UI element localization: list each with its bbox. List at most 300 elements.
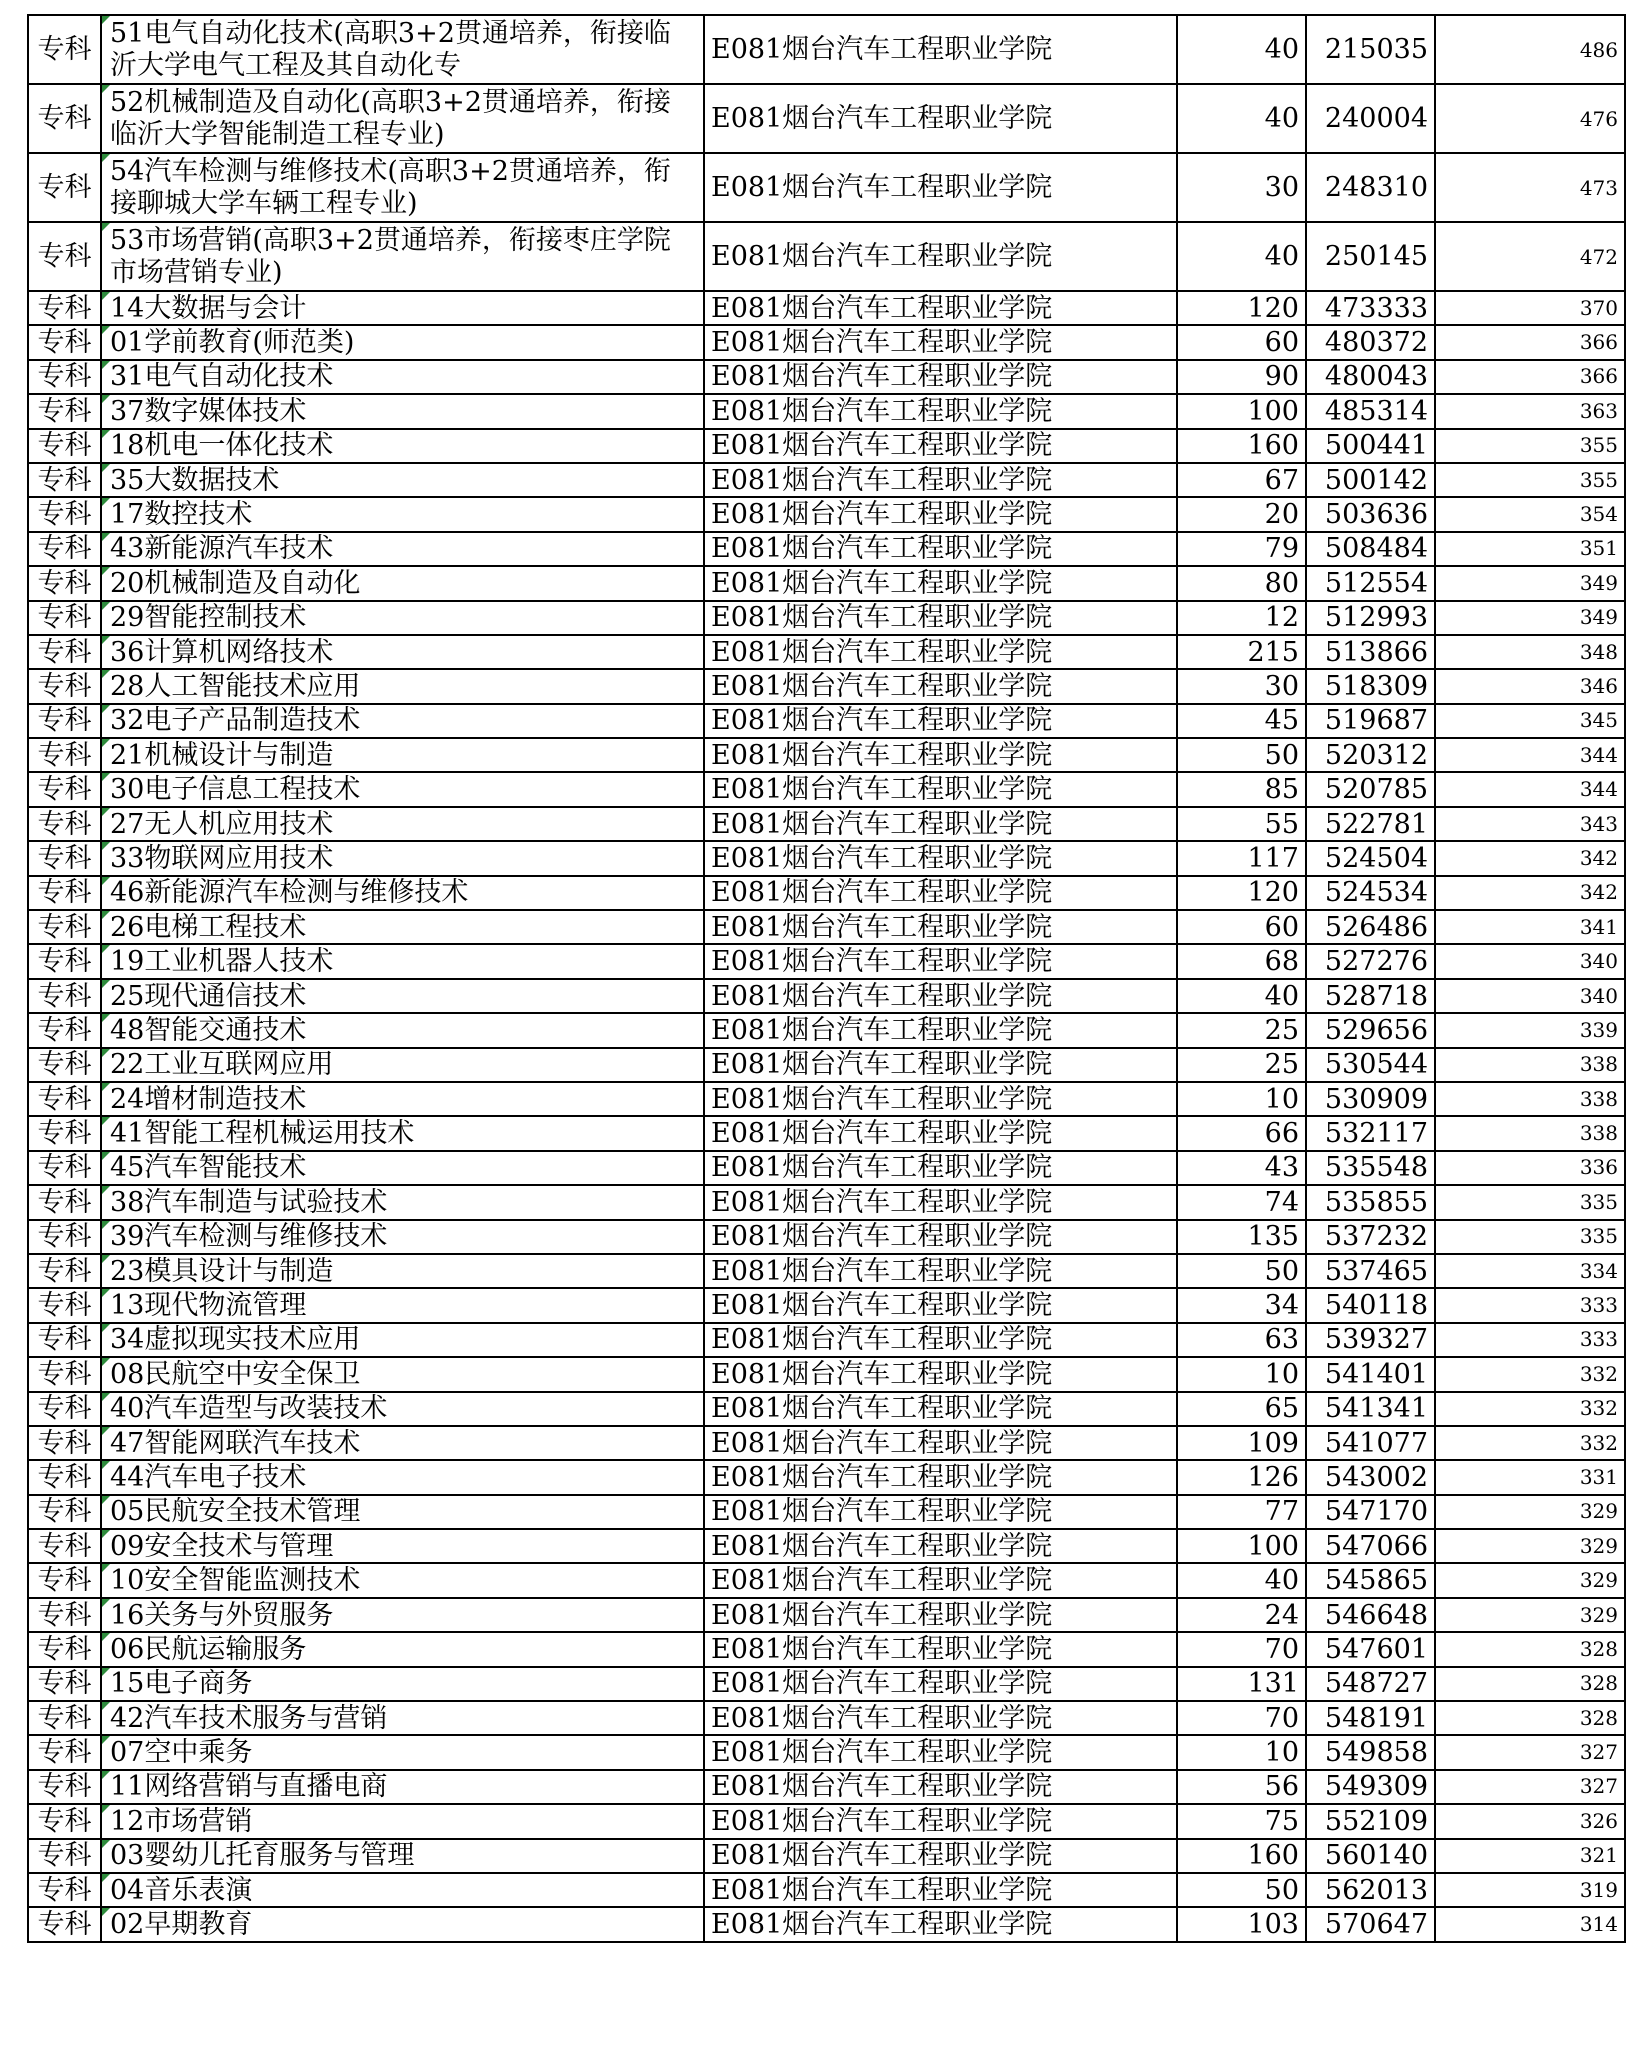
- cell-score: 345: [1435, 704, 1625, 738]
- cell-major: 17数控技术: [101, 497, 704, 531]
- cell-major: 40汽车造型与改装技术: [101, 1392, 704, 1426]
- cell-score: 473: [1435, 153, 1625, 222]
- cell-school: E081烟台汽车工程职业学院: [704, 566, 1177, 600]
- cell-rank: 546648: [1306, 1598, 1435, 1632]
- cell-school: E081烟台汽车工程职业学院: [704, 1048, 1177, 1082]
- cell-plan: 131: [1177, 1667, 1306, 1701]
- cell-type: 专科: [28, 429, 101, 463]
- cell-plan: 12: [1177, 601, 1306, 635]
- table-row: [28, 1323, 1625, 1357]
- cell-major: 24增材制造技术: [101, 1082, 704, 1116]
- cell-plan: 160: [1177, 1839, 1306, 1873]
- cell-rank: 500142: [1306, 463, 1435, 497]
- cell-school: E081烟台汽车工程职业学院: [704, 325, 1177, 359]
- cell-rank: 541401: [1306, 1357, 1435, 1391]
- cell-rank: 529656: [1306, 1013, 1435, 1047]
- cell-major: 25现代通信技术: [101, 979, 704, 1013]
- cell-plan: 77: [1177, 1495, 1306, 1529]
- table-row: [28, 669, 1625, 703]
- cell-plan: 68: [1177, 944, 1306, 978]
- cell-plan: 109: [1177, 1426, 1306, 1460]
- table-row: [28, 291, 1625, 325]
- cell-type: 专科: [28, 1288, 101, 1322]
- cell-school: E081烟台汽车工程职业学院: [704, 1323, 1177, 1357]
- cell-major: 33物联网应用技术: [101, 841, 704, 875]
- cell-type: 专科: [28, 1839, 101, 1873]
- cell-score: 321: [1435, 1839, 1625, 1873]
- cell-score: 333: [1435, 1288, 1625, 1322]
- cell-plan: 20: [1177, 497, 1306, 531]
- cell-school: E081烟台汽车工程职业学院: [704, 841, 1177, 875]
- cell-rank: 522781: [1306, 807, 1435, 841]
- cell-rank: 570647: [1306, 1907, 1435, 1941]
- cell-plan: 100: [1177, 394, 1306, 428]
- cell-school: E081烟台汽车工程职业学院: [704, 532, 1177, 566]
- cell-score: 332: [1435, 1392, 1625, 1426]
- cell-rank: 503636: [1306, 497, 1435, 531]
- cell-rank: 537465: [1306, 1254, 1435, 1288]
- cell-score: 340: [1435, 979, 1625, 1013]
- cell-school: E081烟台汽车工程职业学院: [704, 1563, 1177, 1597]
- table-row: [28, 497, 1625, 531]
- cell-score: 327: [1435, 1770, 1625, 1804]
- cell-type: 专科: [28, 1220, 101, 1254]
- cell-rank: 530909: [1306, 1082, 1435, 1116]
- cell-major: 15电子商务: [101, 1667, 704, 1701]
- cell-score: 329: [1435, 1529, 1625, 1563]
- table-row: [28, 841, 1625, 875]
- cell-rank: 562013: [1306, 1873, 1435, 1907]
- cell-plan: 30: [1177, 669, 1306, 703]
- table-row: [28, 153, 1625, 222]
- cell-rank: 512554: [1306, 566, 1435, 600]
- cell-type: 专科: [28, 876, 101, 910]
- cell-score: 366: [1435, 325, 1625, 359]
- cell-school: E081烟台汽车工程职业学院: [704, 1185, 1177, 1219]
- cell-major: 12市场营销: [101, 1804, 704, 1838]
- cell-plan: 79: [1177, 532, 1306, 566]
- cell-major: 44汽车电子技术: [101, 1460, 704, 1494]
- cell-rank: 552109: [1306, 1804, 1435, 1838]
- cell-rank: 480043: [1306, 360, 1435, 394]
- cell-school: E081烟台汽车工程职业学院: [704, 601, 1177, 635]
- cell-major: 20机械制造及自动化: [101, 566, 704, 600]
- table-row: [28, 1907, 1625, 1941]
- cell-score: 328: [1435, 1667, 1625, 1701]
- cell-rank: 547170: [1306, 1495, 1435, 1529]
- cell-rank: 532117: [1306, 1116, 1435, 1150]
- cell-school: E081烟台汽车工程职业学院: [704, 704, 1177, 738]
- cell-plan: 40: [1177, 1563, 1306, 1597]
- cell-rank: 549309: [1306, 1770, 1435, 1804]
- cell-plan: 126: [1177, 1460, 1306, 1494]
- cell-plan: 40: [1177, 15, 1306, 84]
- table-row: [28, 1460, 1625, 1494]
- cell-rank: 537232: [1306, 1220, 1435, 1254]
- cell-type: 专科: [28, 772, 101, 806]
- cell-plan: 63: [1177, 1323, 1306, 1357]
- cell-type: 专科: [28, 1185, 101, 1219]
- table-row: [28, 1839, 1625, 1873]
- cell-major: 45汽车智能技术: [101, 1151, 704, 1185]
- cell-type: 专科: [28, 1151, 101, 1185]
- cell-school: E081烟台汽车工程职业学院: [704, 1013, 1177, 1047]
- cell-major: 13现代物流管理: [101, 1288, 704, 1322]
- cell-plan: 50: [1177, 1254, 1306, 1288]
- table-row: [28, 1598, 1625, 1632]
- table-row: [28, 360, 1625, 394]
- table-row: [28, 1185, 1625, 1219]
- cell-major: 01学前教育(师范类): [101, 325, 704, 359]
- cell-school: E081烟台汽车工程职业学院: [704, 1667, 1177, 1701]
- cell-school: E081烟台汽车工程职业学院: [704, 1839, 1177, 1873]
- cell-major: 32电子产品制造技术: [101, 704, 704, 738]
- cell-plan: 215: [1177, 635, 1306, 669]
- cell-score: 476: [1435, 84, 1625, 153]
- table-row: [28, 944, 1625, 978]
- cell-type: 专科: [28, 601, 101, 635]
- cell-major: 53市场营销(高职3+2贯通培养，衔接枣庄学院市场营销专业): [101, 222, 704, 291]
- cell-type: 专科: [28, 1426, 101, 1460]
- cell-type: 专科: [28, 1563, 101, 1597]
- cell-score: 354: [1435, 497, 1625, 531]
- table-row: [28, 1288, 1625, 1322]
- cell-rank: 535855: [1306, 1185, 1435, 1219]
- cell-plan: 135: [1177, 1220, 1306, 1254]
- cell-rank: 500441: [1306, 429, 1435, 463]
- cell-school: E081烟台汽车工程职业学院: [704, 1220, 1177, 1254]
- cell-type: 专科: [28, 1529, 101, 1563]
- cell-type: 专科: [28, 153, 101, 222]
- cell-major: 29智能控制技术: [101, 601, 704, 635]
- cell-major: 51电气自动化技术(高职3+2贯通培养，衔接临沂大学电气工程及其自动化专: [101, 15, 704, 84]
- table-row: [28, 807, 1625, 841]
- table-body: [28, 15, 1625, 1942]
- cell-plan: 90: [1177, 360, 1306, 394]
- cell-rank: 512993: [1306, 601, 1435, 635]
- cell-school: E081烟台汽车工程职业学院: [704, 1254, 1177, 1288]
- cell-score: 326: [1435, 1804, 1625, 1838]
- cell-major: 21机械设计与制造: [101, 738, 704, 772]
- cell-major: 09安全技术与管理: [101, 1529, 704, 1563]
- cell-major: 23模具设计与制造: [101, 1254, 704, 1288]
- cell-type: 专科: [28, 1013, 101, 1047]
- cell-rank: 485314: [1306, 394, 1435, 428]
- cell-rank: 539327: [1306, 1323, 1435, 1357]
- cell-major: 34虚拟现实技术应用: [101, 1323, 704, 1357]
- cell-school: E081烟台汽车工程职业学院: [704, 1426, 1177, 1460]
- table-row: [28, 84, 1625, 153]
- cell-score: 332: [1435, 1426, 1625, 1460]
- table-row: [28, 1667, 1625, 1701]
- cell-plan: 60: [1177, 910, 1306, 944]
- cell-rank: 541077: [1306, 1426, 1435, 1460]
- cell-type: 专科: [28, 1735, 101, 1769]
- cell-plan: 60: [1177, 325, 1306, 359]
- table-row: [28, 979, 1625, 1013]
- table-row: [28, 1220, 1625, 1254]
- cell-school: E081烟台汽车工程职业学院: [704, 1770, 1177, 1804]
- table-row: [28, 1151, 1625, 1185]
- cell-type: 专科: [28, 807, 101, 841]
- cell-major: 36计算机网络技术: [101, 635, 704, 669]
- cell-rank: 526486: [1306, 910, 1435, 944]
- cell-plan: 45: [1177, 704, 1306, 738]
- table-row: [28, 601, 1625, 635]
- cell-major: 37数字媒体技术: [101, 394, 704, 428]
- cell-type: 专科: [28, 1460, 101, 1494]
- cell-type: 专科: [28, 635, 101, 669]
- cell-rank: 560140: [1306, 1839, 1435, 1873]
- cell-major: 10安全智能监测技术: [101, 1563, 704, 1597]
- cell-rank: 473333: [1306, 291, 1435, 325]
- cell-type: 专科: [28, 222, 101, 291]
- table-row: [28, 15, 1625, 84]
- cell-major: 35大数据技术: [101, 463, 704, 497]
- table-row: [28, 1357, 1625, 1391]
- cell-school: E081烟台汽车工程职业学院: [704, 1495, 1177, 1529]
- cell-score: 355: [1435, 429, 1625, 463]
- table-row: [28, 463, 1625, 497]
- table-row: [28, 876, 1625, 910]
- cell-plan: 65: [1177, 1392, 1306, 1426]
- cell-school: E081烟台汽车工程职业学院: [704, 1082, 1177, 1116]
- cell-school: E081烟台汽车工程职业学院: [704, 635, 1177, 669]
- table-row: [28, 566, 1625, 600]
- cell-major: 41智能工程机械运用技术: [101, 1116, 704, 1150]
- cell-rank: 527276: [1306, 944, 1435, 978]
- cell-rank: 248310: [1306, 153, 1435, 222]
- cell-type: 专科: [28, 1323, 101, 1357]
- cell-major: 42汽车技术服务与营销: [101, 1701, 704, 1735]
- cell-type: 专科: [28, 325, 101, 359]
- cell-school: E081烟台汽车工程职业学院: [704, 1288, 1177, 1322]
- cell-plan: 70: [1177, 1701, 1306, 1735]
- cell-school: E081烟台汽车工程职业学院: [704, 1460, 1177, 1494]
- cell-plan: 40: [1177, 979, 1306, 1013]
- cell-score: 327: [1435, 1735, 1625, 1769]
- cell-score: 363: [1435, 394, 1625, 428]
- cell-score: 355: [1435, 463, 1625, 497]
- cell-type: 专科: [28, 1598, 101, 1632]
- cell-score: 346: [1435, 669, 1625, 703]
- table-row: [28, 635, 1625, 669]
- cell-major: 04音乐表演: [101, 1873, 704, 1907]
- cell-type: 专科: [28, 1495, 101, 1529]
- cell-plan: 100: [1177, 1529, 1306, 1563]
- cell-score: 370: [1435, 291, 1625, 325]
- cell-rank: 480372: [1306, 325, 1435, 359]
- cell-plan: 10: [1177, 1357, 1306, 1391]
- cell-score: 338: [1435, 1082, 1625, 1116]
- cell-plan: 66: [1177, 1116, 1306, 1150]
- cell-score: 332: [1435, 1357, 1625, 1391]
- cell-plan: 43: [1177, 1151, 1306, 1185]
- cell-rank: 524534: [1306, 876, 1435, 910]
- cell-school: E081烟台汽车工程职业学院: [704, 360, 1177, 394]
- cell-type: 专科: [28, 1082, 101, 1116]
- cell-plan: 160: [1177, 429, 1306, 463]
- cell-type: 专科: [28, 841, 101, 875]
- cell-type: 专科: [28, 979, 101, 1013]
- cell-major: 31电气自动化技术: [101, 360, 704, 394]
- cell-school: E081烟台汽车工程职业学院: [704, 84, 1177, 153]
- cell-plan: 50: [1177, 1873, 1306, 1907]
- cell-type: 专科: [28, 1907, 101, 1941]
- table-row: [28, 1770, 1625, 1804]
- cell-score: 319: [1435, 1873, 1625, 1907]
- cell-plan: 55: [1177, 807, 1306, 841]
- cell-type: 专科: [28, 1770, 101, 1804]
- cell-score: 340: [1435, 944, 1625, 978]
- cell-school: E081烟台汽车工程职业学院: [704, 944, 1177, 978]
- cell-rank: 543002: [1306, 1460, 1435, 1494]
- cell-plan: 120: [1177, 291, 1306, 325]
- cell-type: 专科: [28, 1254, 101, 1288]
- cell-type: 专科: [28, 910, 101, 944]
- cell-plan: 40: [1177, 84, 1306, 153]
- table-row: [28, 1563, 1625, 1597]
- cell-rank: 528718: [1306, 979, 1435, 1013]
- cell-rank: 541341: [1306, 1392, 1435, 1426]
- table-row: [28, 1116, 1625, 1150]
- cell-type: 专科: [28, 1667, 101, 1701]
- cell-score: 344: [1435, 772, 1625, 806]
- cell-score: 333: [1435, 1323, 1625, 1357]
- cell-score: 472: [1435, 222, 1625, 291]
- cell-major: 11网络营销与直播电商: [101, 1770, 704, 1804]
- cell-rank: 240004: [1306, 84, 1435, 153]
- cell-school: E081烟台汽车工程职业学院: [704, 394, 1177, 428]
- cell-plan: 25: [1177, 1048, 1306, 1082]
- cell-score: 339: [1435, 1013, 1625, 1047]
- cell-score: 348: [1435, 635, 1625, 669]
- cell-school: E081烟台汽车工程职业学院: [704, 807, 1177, 841]
- cell-score: 335: [1435, 1220, 1625, 1254]
- cell-school: E081烟台汽车工程职业学院: [704, 497, 1177, 531]
- cell-score: 314: [1435, 1907, 1625, 1941]
- cell-type: 专科: [28, 532, 101, 566]
- cell-major: 19工业机器人技术: [101, 944, 704, 978]
- table-row: [28, 1013, 1625, 1047]
- table-row: [28, 325, 1625, 359]
- table-row: [28, 1701, 1625, 1735]
- cell-school: E081烟台汽车工程职业学院: [704, 15, 1177, 84]
- cell-school: E081烟台汽车工程职业学院: [704, 738, 1177, 772]
- admission-table: [27, 14, 1626, 1943]
- cell-type: 专科: [28, 1116, 101, 1150]
- cell-score: 349: [1435, 601, 1625, 635]
- cell-score: 338: [1435, 1048, 1625, 1082]
- cell-major: 43新能源汽车技术: [101, 532, 704, 566]
- cell-rank: 548191: [1306, 1701, 1435, 1735]
- cell-plan: 85: [1177, 772, 1306, 806]
- cell-type: 专科: [28, 463, 101, 497]
- cell-type: 专科: [28, 15, 101, 84]
- cell-score: 329: [1435, 1495, 1625, 1529]
- cell-major: 54汽车检测与维修技术(高职3+2贯通培养，衔接聊城大学车辆工程专业): [101, 153, 704, 222]
- cell-plan: 10: [1177, 1082, 1306, 1116]
- table-row: [28, 1048, 1625, 1082]
- table-row: [28, 532, 1625, 566]
- cell-school: E081烟台汽车工程职业学院: [704, 1598, 1177, 1632]
- cell-school: E081烟台汽车工程职业学院: [704, 1529, 1177, 1563]
- cell-school: E081烟台汽车工程职业学院: [704, 1701, 1177, 1735]
- cell-score: 343: [1435, 807, 1625, 841]
- cell-type: 专科: [28, 1804, 101, 1838]
- cell-rank: 215035: [1306, 15, 1435, 84]
- cell-school: E081烟台汽车工程职业学院: [704, 1116, 1177, 1150]
- table-row: [28, 394, 1625, 428]
- table-row: [28, 704, 1625, 738]
- cell-score: 341: [1435, 910, 1625, 944]
- cell-major: 47智能网联汽车技术: [101, 1426, 704, 1460]
- cell-major: 38汽车制造与试验技术: [101, 1185, 704, 1219]
- cell-rank: 250145: [1306, 222, 1435, 291]
- cell-type: 专科: [28, 1357, 101, 1391]
- cell-type: 专科: [28, 1701, 101, 1735]
- cell-school: E081烟台汽车工程职业学院: [704, 910, 1177, 944]
- cell-type: 专科: [28, 1392, 101, 1426]
- cell-score: 342: [1435, 841, 1625, 875]
- cell-score: 338: [1435, 1116, 1625, 1150]
- cell-plan: 117: [1177, 841, 1306, 875]
- table-row: [28, 772, 1625, 806]
- cell-school: E081烟台汽车工程职业学院: [704, 222, 1177, 291]
- table-row: [28, 222, 1625, 291]
- cell-rank: 535548: [1306, 1151, 1435, 1185]
- table-row: [28, 1495, 1625, 1529]
- cell-major: 48智能交通技术: [101, 1013, 704, 1047]
- cell-type: 专科: [28, 738, 101, 772]
- cell-rank: 547066: [1306, 1529, 1435, 1563]
- cell-type: 专科: [28, 1632, 101, 1666]
- cell-school: E081烟台汽车工程职业学院: [704, 1392, 1177, 1426]
- cell-rank: 548727: [1306, 1667, 1435, 1701]
- cell-score: 366: [1435, 360, 1625, 394]
- cell-school: E081烟台汽车工程职业学院: [704, 1357, 1177, 1391]
- cell-major: 26电梯工程技术: [101, 910, 704, 944]
- cell-type: 专科: [28, 704, 101, 738]
- cell-major: 28人工智能技术应用: [101, 669, 704, 703]
- cell-plan: 56: [1177, 1770, 1306, 1804]
- cell-rank: 508484: [1306, 532, 1435, 566]
- cell-major: 30电子信息工程技术: [101, 772, 704, 806]
- cell-plan: 25: [1177, 1013, 1306, 1047]
- cell-rank: 524504: [1306, 841, 1435, 875]
- table-row: [28, 910, 1625, 944]
- cell-school: E081烟台汽车工程职业学院: [704, 876, 1177, 910]
- cell-rank: 520785: [1306, 772, 1435, 806]
- cell-plan: 34: [1177, 1288, 1306, 1322]
- cell-major: 14大数据与会计: [101, 291, 704, 325]
- cell-rank: 549858: [1306, 1735, 1435, 1769]
- table-row: [28, 1254, 1625, 1288]
- cell-major: 39汽车检测与维修技术: [101, 1220, 704, 1254]
- cell-school: E081烟台汽车工程职业学院: [704, 669, 1177, 703]
- table-row: [28, 1632, 1625, 1666]
- cell-major: 06民航运输服务: [101, 1632, 704, 1666]
- cell-score: 334: [1435, 1254, 1625, 1288]
- table-row: [28, 1082, 1625, 1116]
- table-row: [28, 738, 1625, 772]
- table-row: [28, 429, 1625, 463]
- table-row: [28, 1392, 1625, 1426]
- cell-rank: 530544: [1306, 1048, 1435, 1082]
- cell-major: 02早期教育: [101, 1907, 704, 1941]
- cell-type: 专科: [28, 497, 101, 531]
- cell-rank: 518309: [1306, 669, 1435, 703]
